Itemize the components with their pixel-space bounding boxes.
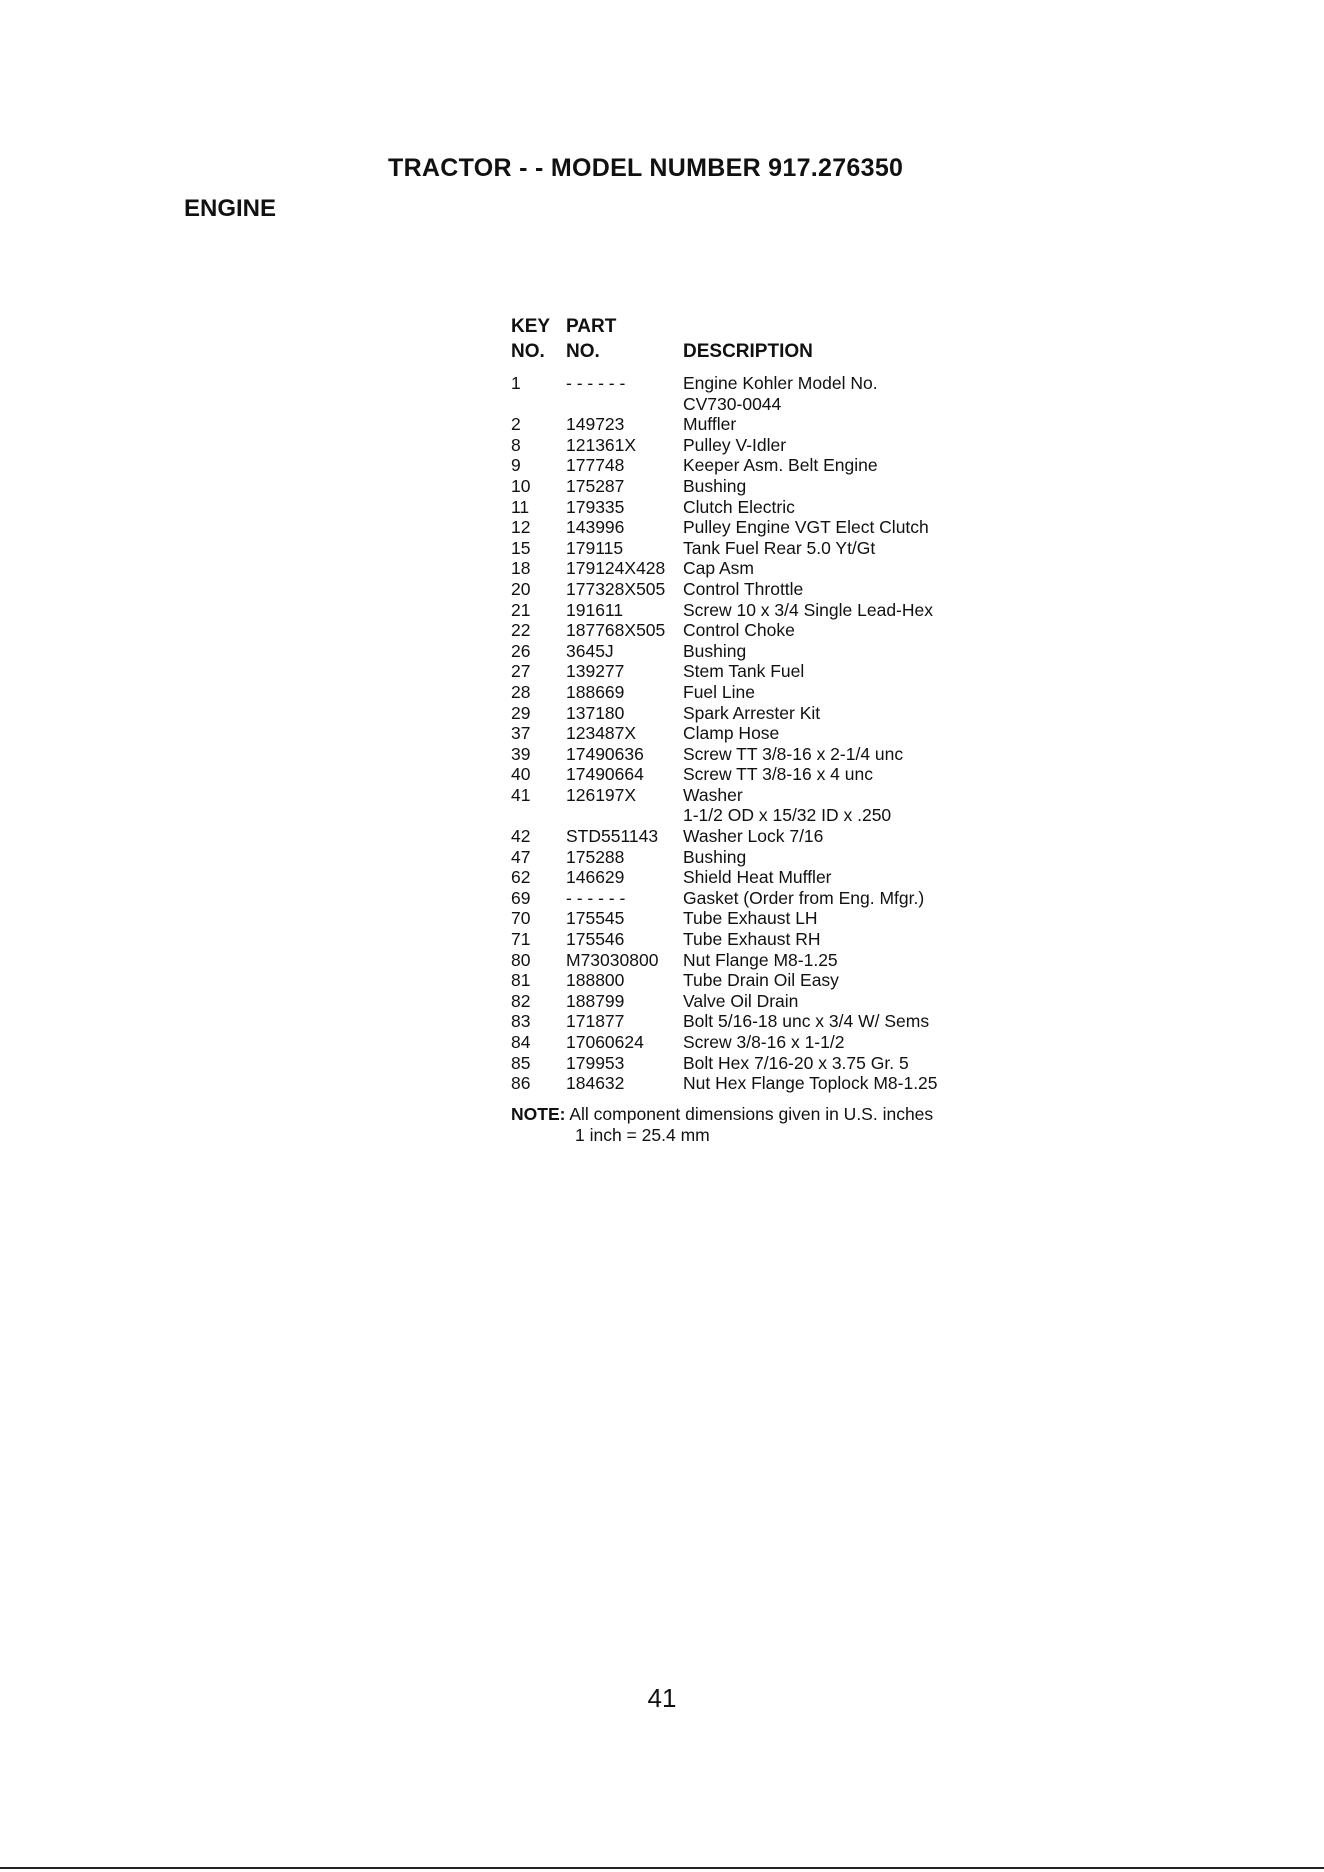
table-row	[511, 620, 1031, 641]
key-number: 80	[511, 949, 531, 970]
part-number: 187768X505	[566, 620, 666, 641]
key-number: 84	[511, 1032, 531, 1052]
key-number: 9	[511, 455, 521, 476]
part-number: 179124X428	[566, 558, 666, 579]
table-row	[511, 1073, 1031, 1094]
part-number: 139277	[566, 661, 625, 682]
key-number: 40	[511, 764, 531, 785]
key-number: 69	[511, 887, 531, 908]
table-row	[511, 950, 1031, 971]
key-number: 12	[511, 517, 531, 538]
part-description: Stem Tank Fuel	[683, 661, 805, 682]
table-row	[511, 1032, 1031, 1053]
key-number: 11	[511, 496, 530, 517]
part-description: Control Choke	[683, 620, 795, 641]
part-description: Screw TT 3/8-16 x 4 unc	[683, 764, 873, 785]
part-description: Tube Exhaust RH	[683, 929, 821, 950]
key-number: 70	[511, 908, 531, 929]
part-number: 171877	[566, 1011, 625, 1032]
key-number: 82	[511, 990, 531, 1011]
part-number: 175288	[566, 846, 625, 867]
key-number: 42	[511, 826, 531, 847]
part-description: Spark Arrester Kit	[683, 702, 821, 723]
parts-list-header	[511, 316, 1031, 368]
table-row	[511, 991, 1031, 1012]
part-number: 121361X	[566, 434, 637, 455]
table-row	[511, 641, 1031, 662]
part-description: Clutch Electric	[683, 496, 795, 517]
key-number: 26	[511, 640, 531, 661]
table-row	[511, 929, 1031, 950]
part-number: 17060624	[566, 1032, 644, 1052]
part-description: Bushing	[683, 846, 747, 867]
table-row	[511, 538, 1031, 559]
part-number: - - - - - -	[566, 373, 626, 393]
part-number: 3645J	[566, 640, 614, 661]
part-number: 179115	[566, 537, 624, 558]
part-description: Pulley V-Idler	[683, 434, 787, 455]
part-number: 143996	[566, 517, 625, 538]
key-number: 85	[511, 1052, 531, 1073]
part-description: Shield Heat Muffler	[683, 867, 832, 888]
part-description: Tank Fuel Rear 5.0 Yt/Gt	[683, 537, 876, 558]
part-number: 188669	[566, 681, 625, 702]
key-number: 28	[511, 681, 531, 702]
part-number: 184632	[566, 1073, 625, 1094]
part-number: 17490664	[566, 764, 644, 785]
part-header-line2: NO.	[566, 341, 600, 362]
table-row	[511, 1011, 1031, 1032]
part-description: Muffler	[683, 414, 737, 435]
note-line1	[511, 1104, 933, 1125]
part-description: Screw TT 3/8-16 x 2-1/4 unc	[683, 743, 904, 764]
part-number: 188799	[566, 990, 625, 1011]
key-number: 29	[511, 702, 531, 723]
table-row	[511, 826, 1031, 847]
note-label: NOTE:	[511, 1104, 566, 1124]
note-line2: 1 inch = 25.4 mm	[575, 1124, 710, 1145]
key-number: 10	[511, 475, 531, 496]
note-text: All component dimensions given in U.S. inches	[569, 1104, 934, 1124]
part-description: Nut Flange M8-1.25	[683, 949, 838, 970]
part-description: Bushing	[683, 640, 747, 661]
page-number: 41	[647, 1683, 677, 1713]
part-description: Pulley Engine VGT Elect Clutch	[683, 517, 929, 538]
part-number: 175545	[566, 908, 625, 929]
part-number: 137180	[566, 702, 625, 723]
key-number: 22	[511, 620, 531, 641]
key-number: 37	[511, 723, 531, 744]
note	[511, 1104, 933, 1145]
table-row	[511, 661, 1031, 682]
part-number: 175546	[566, 929, 625, 950]
part-description: Tube Exhaust LH	[683, 908, 818, 929]
part-description: Screw 10 x 3/4 Single Lead-Hex	[683, 599, 933, 620]
table-row	[511, 455, 1031, 476]
part-description: Nut Hex Flange Toplock M8-1.25	[683, 1073, 938, 1094]
part-number: 123487X	[566, 723, 637, 744]
table-row	[511, 867, 1031, 888]
part-number: 175287	[566, 475, 625, 496]
part-description: Engine Kohler Model No. CV730-0044	[683, 373, 878, 414]
part-description: Valve Oil Drain	[683, 990, 799, 1011]
table-row	[511, 847, 1031, 868]
key-number: 20	[511, 578, 531, 599]
part-description: Fuel Line	[683, 681, 755, 702]
part-number: 188800	[566, 970, 625, 991]
part-header-line1: PART	[566, 316, 617, 337]
table-row	[511, 414, 1031, 435]
key-header-line2: NO.	[511, 341, 545, 362]
key-number: 8	[511, 434, 521, 455]
part-number: STD551143	[566, 826, 659, 847]
key-number: 47	[511, 846, 531, 867]
part-number: 126197X	[566, 784, 637, 805]
part-description: Washer 1-1/2 OD x 15/32 ID x .250	[683, 784, 892, 826]
parts-list-rows	[511, 373, 1031, 1094]
table-row	[511, 435, 1031, 456]
part-number: 179953	[566, 1052, 625, 1073]
table-row	[511, 517, 1031, 538]
key-number: 71	[511, 929, 531, 950]
table-row	[511, 908, 1031, 929]
table-row	[511, 703, 1031, 724]
table-row	[511, 723, 1031, 744]
table-row	[511, 373, 1031, 414]
table-row	[511, 970, 1031, 991]
table-row	[511, 579, 1031, 600]
part-number: 17490636	[566, 743, 644, 764]
key-number: 1	[511, 373, 521, 393]
key-number: 21	[511, 599, 531, 620]
part-description: Bolt Hex 7/16-20 x 3.75 Gr. 5	[683, 1052, 909, 1073]
part-description: Tube Drain Oil Easy	[683, 970, 839, 991]
table-row	[511, 888, 1031, 909]
key-number: 81	[511, 970, 531, 991]
part-description: Gasket (Order from Eng. Mfgr.)	[683, 887, 925, 908]
section-title: ENGINE	[184, 195, 277, 222]
part-description: Control Throttle	[683, 578, 804, 599]
part-description: Bolt 5/16-18 unc x 3/4 W/ Sems	[683, 1011, 930, 1032]
parts-list	[511, 316, 1031, 1094]
part-description: Keeper Asm. Belt Engine	[683, 455, 878, 476]
part-number: - - - - - -	[566, 887, 626, 908]
key-number: 15	[511, 537, 531, 558]
part-number: 177748	[566, 455, 625, 476]
description-header: DESCRIPTION	[683, 341, 813, 362]
part-number: M73030800	[566, 949, 659, 970]
page-title: TRACTOR - - MODEL NUMBER 917.276350	[388, 154, 904, 182]
table-row	[511, 1053, 1031, 1074]
table-row	[511, 682, 1031, 703]
table-row	[511, 497, 1031, 518]
part-description: Cap Asm	[683, 558, 754, 579]
table-row	[511, 600, 1031, 621]
key-number: 86	[511, 1073, 531, 1094]
key-number: 18	[511, 558, 531, 579]
part-number: 146629	[566, 867, 625, 888]
table-row	[511, 785, 1031, 826]
part-number: 149723	[566, 414, 625, 435]
key-number: 39	[511, 743, 531, 764]
key-number: 83	[511, 1011, 531, 1032]
table-row	[511, 476, 1031, 497]
key-number: 62	[511, 867, 531, 888]
key-header-line1: KEY	[511, 316, 551, 337]
part-number: 179335	[566, 496, 625, 517]
part-description: Washer Lock 7/16	[683, 826, 824, 847]
key-number: 2	[511, 414, 521, 435]
key-number: 27	[511, 661, 531, 682]
table-row	[511, 744, 1031, 765]
table-row	[511, 558, 1031, 579]
part-description: Bushing	[683, 475, 747, 496]
part-description: Screw 3/8-16 x 1-1/2	[683, 1032, 845, 1052]
table-row	[511, 764, 1031, 785]
part-number: 191611	[566, 599, 624, 620]
bottom-rule	[0, 1867, 1324, 1869]
part-description: Clamp Hose	[683, 723, 780, 744]
part-number: 177328X505	[566, 578, 666, 599]
key-number: 41	[511, 784, 531, 805]
